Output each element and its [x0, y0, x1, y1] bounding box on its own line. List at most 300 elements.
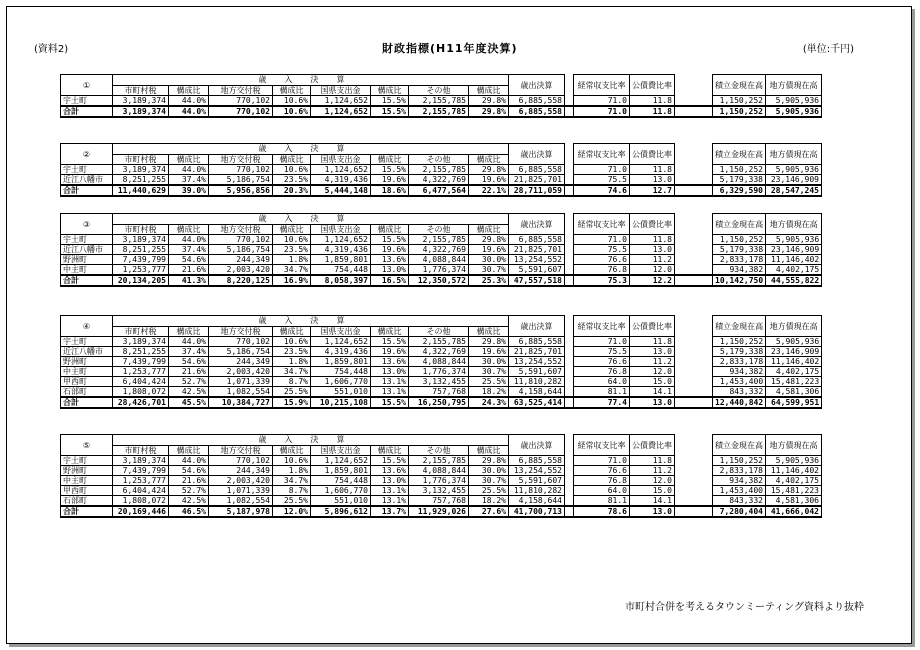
- municipality-name: 石部町: [61, 496, 113, 507]
- data-cell: 4,319,436: [311, 245, 371, 255]
- spacer: [675, 347, 713, 357]
- data-cell: 1,150,252: [713, 456, 766, 466]
- table-row: [61, 96, 878, 107]
- spacer: [675, 466, 713, 476]
- spacer: [565, 106, 574, 117]
- data-cell: 1,808,072: [113, 496, 169, 507]
- data-cell: 10,215,108: [311, 397, 371, 408]
- spacer: [565, 214, 574, 235]
- kosai-header: 公債費比率: [630, 316, 675, 337]
- data-cell: 14.1: [630, 496, 675, 507]
- data-cell: 1.8%: [273, 466, 311, 476]
- spacer: [565, 185, 574, 196]
- data-cell: 15.0: [630, 377, 675, 387]
- spacer: [675, 235, 713, 245]
- spacer: [565, 275, 574, 286]
- debt-header: 地方債現在高: [766, 144, 822, 165]
- spacer: [565, 496, 574, 507]
- column-header: 地方交付税: [209, 86, 273, 96]
- reserve-header: 積立金現在高: [713, 316, 766, 337]
- data-cell: 12.0: [630, 476, 675, 486]
- data-cell: 11.8: [630, 96, 675, 107]
- spacer: [565, 506, 574, 517]
- column-header: 構成比: [371, 225, 409, 235]
- keijo-header: 経常収支比率: [574, 435, 630, 456]
- data-cell: 25.5%: [469, 486, 509, 496]
- column-header: 構成比: [273, 155, 311, 165]
- spacer: [565, 265, 574, 276]
- data-cell: 19.6%: [469, 245, 509, 255]
- data-cell: 75.3: [574, 275, 630, 286]
- column-header: 構成比: [371, 327, 409, 337]
- data-cell: 1,150,252: [713, 235, 766, 245]
- data-cell: 5,905,936: [766, 106, 822, 117]
- data-cell: 21.6%: [169, 476, 209, 486]
- data-cell: 3,189,374: [113, 165, 169, 175]
- data-cell: 44,555,822: [766, 275, 822, 286]
- data-cell: 8.7%: [273, 486, 311, 496]
- data-cell: 1,071,339: [209, 377, 273, 387]
- spacer: [565, 337, 574, 347]
- spacer: [675, 165, 713, 175]
- data-cell: 13.6%: [371, 357, 409, 367]
- data-cell: 2,155,785: [409, 106, 469, 117]
- data-cell: 13.1%: [371, 377, 409, 387]
- data-cell: 37.4%: [169, 245, 209, 255]
- data-cell: 1,124,652: [311, 96, 371, 107]
- revenue-group-header: 歳入決算: [113, 435, 509, 446]
- data-cell: 1,253,777: [113, 367, 169, 377]
- data-cell: 44.0%: [169, 337, 209, 347]
- data-cell: 1,808,072: [113, 387, 169, 398]
- column-header: 構成比: [469, 155, 509, 165]
- data-cell: 29.8%: [469, 106, 509, 117]
- municipality-name: 野洲町: [61, 255, 113, 265]
- data-cell: 13,254,552: [509, 255, 565, 265]
- data-cell: 21.6%: [169, 265, 209, 276]
- table-row: [61, 486, 878, 496]
- data-cell: 8,220,125: [209, 275, 273, 286]
- data-cell: 8,058,397: [311, 275, 371, 286]
- data-cell: 5,905,936: [766, 96, 822, 107]
- data-cell: 24.3%: [469, 397, 509, 408]
- data-cell: 76.8: [574, 476, 630, 486]
- data-cell: 41.3%: [169, 275, 209, 286]
- data-cell: 18.2%: [469, 496, 509, 507]
- data-cell: 4,158,644: [509, 387, 565, 398]
- data-cell: 6,885,558: [509, 96, 565, 107]
- data-cell: 15,481,223: [766, 377, 822, 387]
- spacer: [675, 175, 713, 186]
- data-cell: 23,146,909: [766, 175, 822, 186]
- data-cell: 18.2%: [469, 387, 509, 398]
- column-header: 構成比: [273, 225, 311, 235]
- column-header: 構成比: [273, 446, 311, 456]
- column-header: 構成比: [273, 327, 311, 337]
- data-cell: 34.7%: [273, 265, 311, 276]
- spacer: [675, 144, 713, 165]
- data-cell: 551,010: [311, 496, 371, 507]
- data-cell: 44.0%: [169, 96, 209, 107]
- table-row: [61, 337, 878, 347]
- data-cell: 15.5%: [371, 397, 409, 408]
- revenue-group-header: 歳入決算: [113, 75, 509, 86]
- spacer: [675, 357, 713, 367]
- data-cell: 19.6%: [371, 175, 409, 186]
- data-cell: 2,003,420: [209, 476, 273, 486]
- data-cell: 47,557,518: [509, 275, 565, 286]
- debt-header: 地方債現在高: [766, 435, 822, 456]
- block-number: ③: [61, 214, 113, 235]
- data-cell: 1,453,400: [713, 377, 766, 387]
- data-cell: 25.5%: [469, 377, 509, 387]
- data-cell: 44.0%: [169, 235, 209, 245]
- spacer: [565, 175, 574, 186]
- reserve-header: 積立金現在高: [713, 144, 766, 165]
- data-cell: 1,124,652: [311, 456, 371, 466]
- data-cell: 25.3%: [469, 275, 509, 286]
- data-cell: 21,825,701: [509, 347, 565, 357]
- data-cell: 6,477,564: [409, 185, 469, 196]
- data-cell: 29.8%: [469, 165, 509, 175]
- data-cell: 1,150,252: [713, 165, 766, 175]
- finance-table: [60, 434, 878, 518]
- data-cell: 4,319,436: [311, 347, 371, 357]
- data-cell: 1,124,652: [311, 106, 371, 117]
- keijo-header: 経常収支比率: [574, 75, 630, 96]
- municipality-name: 中主町: [61, 367, 113, 377]
- data-cell: 10.6%: [273, 96, 311, 107]
- data-cell: 770,102: [209, 456, 273, 466]
- data-cell: 2,155,785: [409, 456, 469, 466]
- data-cell: 1,776,374: [409, 367, 469, 377]
- municipality-name: 中主町: [61, 476, 113, 486]
- data-cell: 13.7%: [371, 506, 409, 517]
- spacer: [565, 347, 574, 357]
- data-cell: 29.8%: [469, 235, 509, 245]
- expenditure-header: 歳出決算: [509, 75, 565, 96]
- data-cell: 12,440,842: [713, 397, 766, 408]
- data-cell: 46.5%: [169, 506, 209, 517]
- data-cell: 2,155,785: [409, 337, 469, 347]
- data-cell: 34.7%: [273, 367, 311, 377]
- data-cell: 71.0: [574, 106, 630, 117]
- table-row: [61, 175, 878, 186]
- header-row: [61, 316, 878, 327]
- data-cell: 13.1%: [371, 496, 409, 507]
- block-number: ⑤: [61, 435, 113, 456]
- expenditure-header: 歳出決算: [509, 435, 565, 456]
- data-cell: 5,187,978: [209, 506, 273, 517]
- data-cell: 7,439,799: [113, 255, 169, 265]
- spacer: [675, 377, 713, 387]
- data-cell: 1,453,400: [713, 486, 766, 496]
- spacer: [675, 255, 713, 265]
- data-cell: 8.7%: [273, 377, 311, 387]
- data-cell: 6,329,590: [713, 185, 766, 196]
- data-cell: 5,591,607: [509, 476, 565, 486]
- data-cell: 4,088,844: [409, 357, 469, 367]
- data-cell: 11,810,282: [509, 486, 565, 496]
- municipality-name: 宇土町: [61, 96, 113, 107]
- data-cell: 12.2: [630, 275, 675, 286]
- column-header: 地方交付税: [209, 327, 273, 337]
- spacer: [565, 466, 574, 476]
- spacer: [675, 486, 713, 496]
- data-cell: 14.1: [630, 387, 675, 398]
- municipality-name: 近江八幡市: [61, 245, 113, 255]
- data-cell: 2,003,420: [209, 367, 273, 377]
- spacer: [675, 476, 713, 486]
- data-cell: 3,189,374: [113, 106, 169, 117]
- data-cell: 22.1%: [469, 185, 509, 196]
- data-cell: 11.8: [630, 165, 675, 175]
- data-cell: 15.0: [630, 486, 675, 496]
- data-cell: 15.5%: [371, 235, 409, 245]
- spacer: [675, 337, 713, 347]
- data-cell: 2,003,420: [209, 265, 273, 276]
- column-header: 構成比: [371, 446, 409, 456]
- data-cell: 16,250,795: [409, 397, 469, 408]
- data-cell: 244,349: [209, 357, 273, 367]
- data-cell: 12.7: [630, 185, 675, 196]
- data-cell: 11,810,282: [509, 377, 565, 387]
- data-cell: 16.5%: [371, 275, 409, 286]
- spacer: [565, 245, 574, 255]
- spacer: [565, 144, 574, 165]
- column-header: 市町村税: [113, 225, 169, 235]
- spacer: [675, 496, 713, 507]
- data-cell: 81.1: [574, 496, 630, 507]
- data-cell: 10.6%: [273, 106, 311, 117]
- data-cell: 19.6%: [371, 347, 409, 357]
- data-cell: 5,179,338: [713, 175, 766, 186]
- kosai-header: 公債費比率: [630, 75, 675, 96]
- data-cell: 34.7%: [273, 476, 311, 486]
- data-cell: 23.5%: [273, 175, 311, 186]
- data-cell: 757,768: [409, 387, 469, 398]
- spacer: [565, 435, 574, 456]
- revenue-group-header: 歳入決算: [113, 316, 509, 327]
- table-row: [61, 165, 878, 175]
- data-cell: 75.5: [574, 175, 630, 186]
- data-cell: 1,776,374: [409, 476, 469, 486]
- data-cell: 64.0: [574, 486, 630, 496]
- spacer: [675, 397, 713, 408]
- data-cell: 754,448: [311, 476, 371, 486]
- data-cell: 76.6: [574, 255, 630, 265]
- data-cell: 754,448: [311, 367, 371, 377]
- data-cell: 11,440,629: [113, 185, 169, 196]
- data-cell: 13.0: [630, 245, 675, 255]
- column-header: 国県支出金: [311, 225, 371, 235]
- column-header: 国県支出金: [311, 327, 371, 337]
- data-cell: 29.8%: [469, 456, 509, 466]
- data-cell: 2,833,178: [713, 466, 766, 476]
- data-cell: 11,146,402: [766, 466, 822, 476]
- data-cell: 4,158,644: [509, 496, 565, 507]
- data-cell: 12,350,572: [409, 275, 469, 286]
- data-cell: 11.2: [630, 255, 675, 265]
- keijo-header: 経常収支比率: [574, 144, 630, 165]
- data-cell: 15.5%: [371, 456, 409, 466]
- data-cell: 76.8: [574, 367, 630, 377]
- column-header: 構成比: [169, 446, 209, 456]
- data-cell: 64,599,951: [766, 397, 822, 408]
- reserve-header: 積立金現在高: [713, 75, 766, 96]
- data-cell: 770,102: [209, 165, 273, 175]
- spacer: [565, 377, 574, 387]
- data-cell: 18.6%: [371, 185, 409, 196]
- revenue-group-header: 歳入決算: [113, 214, 509, 225]
- header-row: [61, 75, 878, 86]
- block-number: ②: [61, 144, 113, 165]
- total-row: [61, 506, 878, 517]
- data-cell: 30.0%: [469, 357, 509, 367]
- data-cell: 71.0: [574, 235, 630, 245]
- data-cell: 770,102: [209, 106, 273, 117]
- column-header: 市町村税: [113, 155, 169, 165]
- municipality-name: 甲西町: [61, 377, 113, 387]
- data-cell: 5,905,936: [766, 235, 822, 245]
- data-cell: 4,322,769: [409, 175, 469, 186]
- total-row: [61, 397, 878, 408]
- data-cell: 757,768: [409, 496, 469, 507]
- revenue-group-header: 歳入決算: [113, 144, 509, 155]
- table-row: [61, 357, 878, 367]
- spacer: [565, 476, 574, 486]
- data-cell: 2,833,178: [713, 357, 766, 367]
- data-cell: 843,332: [713, 496, 766, 507]
- data-cell: 5,186,754: [209, 245, 273, 255]
- data-cell: 75.5: [574, 245, 630, 255]
- data-cell: 13.0: [630, 506, 675, 517]
- expenditure-header: 歳出決算: [509, 214, 565, 235]
- data-cell: 1,150,252: [713, 337, 766, 347]
- data-cell: 244,349: [209, 255, 273, 265]
- data-cell: 934,382: [713, 367, 766, 377]
- data-cell: 11.2: [630, 357, 675, 367]
- data-cell: 74.6: [574, 185, 630, 196]
- data-cell: 551,010: [311, 387, 371, 398]
- municipality-name: 宇土町: [61, 235, 113, 245]
- data-cell: 71.0: [574, 337, 630, 347]
- data-cell: 770,102: [209, 96, 273, 107]
- data-cell: 28,426,701: [113, 397, 169, 408]
- data-cell: 1,859,801: [311, 255, 371, 265]
- municipality-name: 甲西町: [61, 486, 113, 496]
- data-cell: 30.7%: [469, 367, 509, 377]
- unit-label: (単位:千円): [802, 44, 854, 55]
- data-cell: 13.0%: [371, 476, 409, 486]
- data-cell: 13.0%: [371, 367, 409, 377]
- expenditure-header: 歳出決算: [509, 316, 565, 337]
- municipality-name: 野洲町: [61, 357, 113, 367]
- data-cell: 5,956,856: [209, 185, 273, 196]
- column-header: 地方交付税: [209, 225, 273, 235]
- data-cell: 1,606,770: [311, 486, 371, 496]
- data-cell: 19.6%: [371, 245, 409, 255]
- spacer: [675, 367, 713, 377]
- header-row: [61, 144, 878, 155]
- data-cell: 13.6%: [371, 466, 409, 476]
- data-cell: 13.0: [630, 397, 675, 408]
- data-cell: 27.6%: [469, 506, 509, 517]
- data-cell: 6,404,424: [113, 486, 169, 496]
- column-header: 国県支出金: [311, 446, 371, 456]
- data-cell: 770,102: [209, 235, 273, 245]
- debt-header: 地方債現在高: [766, 214, 822, 235]
- data-cell: 44.0%: [169, 165, 209, 175]
- data-cell: 54.6%: [169, 357, 209, 367]
- table-row: [61, 265, 878, 276]
- data-cell: 44.0%: [169, 456, 209, 466]
- data-cell: 37.4%: [169, 175, 209, 186]
- data-cell: 21,825,701: [509, 175, 565, 186]
- data-cell: 2,833,178: [713, 255, 766, 265]
- data-cell: 71.0: [574, 456, 630, 466]
- data-cell: 2,155,785: [409, 96, 469, 107]
- data-cell: 12.0%: [273, 506, 311, 517]
- data-cell: 42.5%: [169, 387, 209, 398]
- data-cell: 15.5%: [371, 96, 409, 107]
- municipality-name: 石部町: [61, 387, 113, 398]
- spacer: [675, 75, 713, 96]
- table-row: [61, 255, 878, 265]
- data-cell: 13.0: [630, 347, 675, 357]
- column-header: その他: [409, 225, 469, 235]
- data-cell: 1,082,554: [209, 387, 273, 398]
- block-number: ④: [61, 316, 113, 337]
- table-row: [61, 466, 878, 476]
- data-cell: 4,402,175: [766, 265, 822, 276]
- data-cell: 15.5%: [371, 106, 409, 117]
- data-cell: 54.6%: [169, 255, 209, 265]
- data-cell: 4,322,769: [409, 245, 469, 255]
- data-cell: 12.0: [630, 265, 675, 276]
- data-cell: 10.6%: [273, 337, 311, 347]
- municipality-name: 近江八幡市: [61, 175, 113, 186]
- data-cell: 25.5%: [273, 496, 311, 507]
- data-cell: 5,444,148: [311, 185, 371, 196]
- data-cell: 11.8: [630, 456, 675, 466]
- spacer: [675, 387, 713, 398]
- data-cell: 23.5%: [273, 245, 311, 255]
- data-cell: 4,319,436: [311, 175, 371, 186]
- column-header: 構成比: [273, 86, 311, 96]
- header-row: [61, 435, 878, 446]
- data-cell: 13,254,552: [509, 357, 565, 367]
- municipality-name: 合計: [61, 106, 113, 117]
- data-cell: 23.5%: [273, 347, 311, 357]
- header-row: [61, 214, 878, 225]
- data-cell: 44.0%: [169, 106, 209, 117]
- column-header: 市町村税: [113, 86, 169, 96]
- data-cell: 20.3%: [273, 185, 311, 196]
- debt-header: 地方債現在高: [766, 316, 822, 337]
- data-cell: 21,825,701: [509, 245, 565, 255]
- spacer: [675, 245, 713, 255]
- data-cell: 29.8%: [469, 337, 509, 347]
- spacer: [675, 456, 713, 466]
- data-cell: 13.1%: [371, 486, 409, 496]
- data-cell: 10.6%: [273, 235, 311, 245]
- data-cell: 21.6%: [169, 367, 209, 377]
- data-cell: 45.5%: [169, 397, 209, 408]
- spacer: [565, 96, 574, 107]
- data-cell: 244,349: [209, 466, 273, 476]
- data-cell: 3,189,374: [113, 235, 169, 245]
